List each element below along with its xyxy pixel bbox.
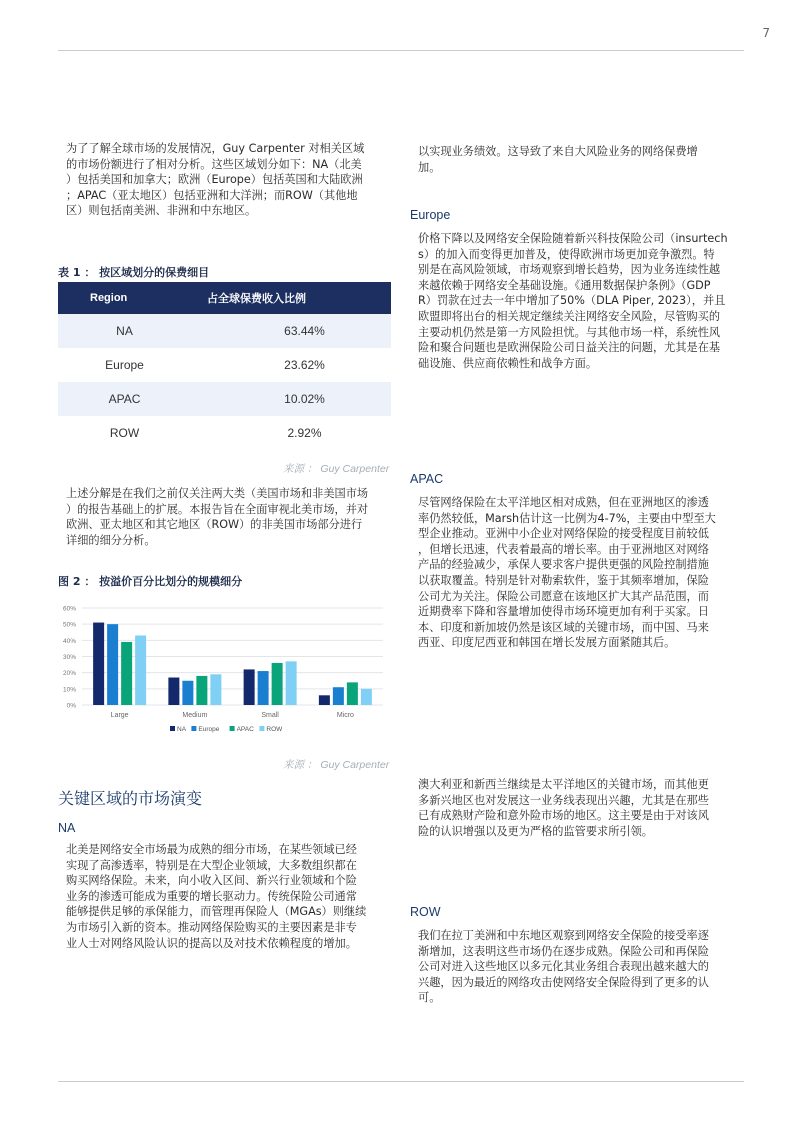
table-row — [58, 382, 391, 416]
legend-swatch-apac — [230, 726, 235, 731]
table-cell-region: Europe — [58, 348, 191, 382]
bar-row-micro — [361, 689, 372, 705]
europe-paragraph: 价格下降以及网络安全保险随着新兴科技保险公司（insurtech s）的加入而变得更加普及，使得欧洲市场更加竞争激烈。特 别是在高风险领域，市场观察到增长趋势，因为业务连续性越 来越依赖于网络安全基础设施。《通用数据保护条例》（GDP R）罚款在过去一年中增加了50%（DLA Piper, 2023），并且 欧盟即将出台的相关规定继续关注网络安全风险，尽管购买的 主要动机仍然是第一方风险担忧。与其他市场一样，系统性风 险和聚合问题也是欧洲保险公司日益关注的问题，尤其是在基 础设施、供应商依赖性和战争方面。 — [418, 232, 728, 370]
table-source: 来源 ： Guy Carpenter — [283, 463, 390, 475]
row-heading: ROW — [410, 905, 441, 919]
table-cell-share: 2.92% — [191, 416, 391, 450]
table-cell-region: APAC — [58, 382, 191, 416]
bar-apac-medium — [196, 676, 207, 705]
legend-label: APAC — [236, 726, 254, 733]
page-number: 7 — [762, 26, 770, 40]
y-tick-label: 0% — [66, 702, 76, 710]
table-row — [58, 416, 391, 450]
table-row — [58, 314, 391, 348]
table-row — [58, 348, 391, 382]
row-paragraph: 我们在拉丁美洲和中东地区观察到网络安全保险的接受率逐 渐增加，这表明这些市场仍在逐步成熟。保险公司和再保险 公司对进入这些地区以多元化其业务组合表现出越来越大的 兴趣，因为最近的网络攻击使网络安全保险得到了更多的认 可。 — [418, 929, 709, 1005]
bar-na-medium — [168, 678, 179, 705]
x-tick-label: Small — [261, 712, 279, 719]
legend-swatch-row — [259, 726, 264, 731]
apac-heading: APAC — [410, 472, 444, 486]
bar-europe-micro — [333, 687, 344, 705]
bar-europe-large — [107, 624, 118, 705]
x-tick-label: Large — [110, 712, 129, 719]
section-title: 关键区域的市场演变 — [58, 789, 203, 808]
legend-label: Europe — [198, 726, 220, 733]
bar-na-small — [244, 669, 255, 705]
figure-source: 来源 ： Guy Carpenter — [283, 759, 390, 771]
x-tick-label: Medium — [182, 712, 208, 719]
table-cell-region: NA — [58, 314, 191, 348]
table-header-share: 占全球保费收入比例 — [191, 282, 391, 314]
y-tick-label: 40% — [62, 637, 76, 645]
table-cell-region: ROW — [58, 416, 191, 450]
table-cell-share: 10.02% — [191, 382, 391, 416]
table-header-region: Region — [58, 282, 191, 314]
figure-caption: 图 2 ： 按溢价百分比划分的规模细分 — [58, 575, 243, 588]
europe-heading: Europe — [410, 208, 451, 222]
after-table-paragraph: 上述分解是在我们之前仅关注两大类（美国市场和非美国市场 ）的报告基础上的扩展。本报告旨在全面审视北美市场，并对 欧洲、亚太地区和其它地区（ROW）的非美国市场部分进行 详细的细分分析。 — [66, 487, 369, 547]
header-rule — [58, 50, 744, 51]
y-tick-label: 50% — [62, 621, 76, 629]
apac-paragraph: 尽管网络保险在太平洋地区相对成熟，但在亚洲地区的渗透 率仍然较低，Marsh估计这一比例为4-7%，主要由中型至大 型企业推动。亚洲中小企业对网络保险的接受程度目前较低 ，但增长迅速，代表着最高的增长率。由于亚洲地区对网络 产品的经验减少，承保人要求客户提供更强的风险控制措施 以获取覆盖。特别是针对勒索软件，鉴于其频率增加，保险 公司尤为关注。保险公司愿意在该地区扩大其产品范围，而 近期费率下降和容量增加使得市场环境更加有利于买家。日 本、印度和新加坡仍然是该区域的关键市场，而中国、马来 西亚、印度尼西亚和韩国在增长发展方面紧随其后。 — [418, 496, 716, 650]
table-cell-share: 63.44% — [191, 314, 391, 348]
x-tick-label: Micro — [336, 712, 354, 719]
na-heading: NA — [58, 821, 76, 835]
y-tick-label: 20% — [62, 670, 76, 678]
premium-table — [58, 282, 391, 450]
bar-row-small — [286, 661, 297, 705]
table-caption: 表 1 ： 按区域划分的保费细目 — [58, 266, 210, 279]
legend-label: ROW — [266, 726, 283, 733]
bar-na-micro — [319, 695, 330, 705]
table-cell-share: 23.62% — [191, 348, 391, 382]
bar-na-large — [93, 623, 104, 705]
y-tick-label: 30% — [62, 654, 76, 661]
bar-row-medium — [210, 674, 221, 705]
continued-paragraph: 以实现业务绩效。这导致了来自大风险业务的网络保费增 加。 — [418, 145, 698, 174]
legend-swatch-europe — [191, 726, 196, 731]
bar-apac-small — [272, 663, 283, 705]
bar-apac-micro — [347, 682, 358, 705]
legend-swatch-na — [170, 726, 175, 731]
footer-rule — [58, 1081, 744, 1082]
intro-paragraph: 为了了解全球市场的发展情况，Guy Carpenter 对相关区域 的市场份额进行了相对分析。这些区域划分如下：NA（北美 ）包括美国和加拿大；欧洲（Europe）包括英国和大陆欧洲 ；APAC（亚太地区）包括亚洲和大洋洲；而ROW（其他地 区）则包括南美洲、非洲和中东地区。 — [66, 142, 365, 218]
bar-row-large — [135, 635, 146, 705]
na-paragraph: 北美是网络安全市场最为成熟的细分市场，在某些领域已经 实现了高渗透率，特别是在大型企业领域，大多数组织都在 购买网络保险。未来，向小收入区间、新兴行业领域和个险 业务的渗透可能成为重要的增长驱动力。传统保险公司通常 能够提供足够的承保能力，而管理再保险人（MGAs）则继续 为市场引入新的资本。推动网络保险购买的主要因素是非专 业人士对网络风险认识的提高以及对技术依赖程度的增加。 — [66, 843, 367, 950]
bar-europe-small — [258, 671, 269, 705]
bar-apac-large — [121, 642, 132, 705]
size-breakdown-chart — [58, 598, 391, 740]
bar-europe-medium — [182, 681, 193, 705]
legend-label: NA — [177, 726, 187, 733]
y-tick-label: 10% — [62, 686, 76, 694]
anz-paragraph: 澳大利亚和新西兰继续是太平洋地区的关键市场，而其他更 多新兴地区也对发展这一业务线表现出兴趣，尤其是在那些 已有成熟财产险和意外险市场的地区。这主要是由于对该风 险的认识增强以及更为严格的监管要求所引领。 — [418, 778, 709, 838]
y-tick-label: 60% — [62, 605, 76, 613]
